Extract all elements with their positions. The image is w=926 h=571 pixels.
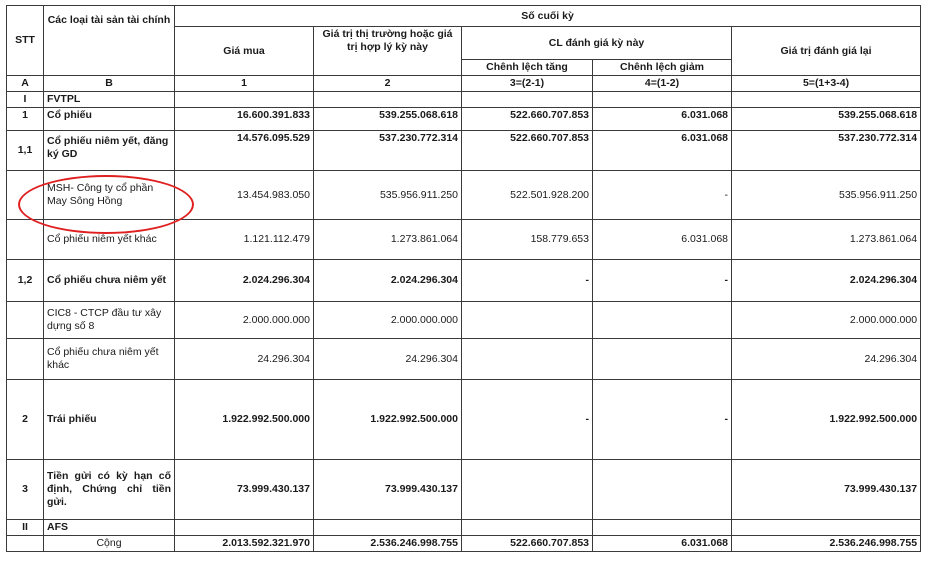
cell-revalued: 535.956.911.250 — [732, 171, 921, 220]
cell-revalued: 2.024.296.304 — [732, 260, 921, 302]
header-market-value: Giá trị thị trường hoặc giá trị hợp lý kỳ này — [314, 27, 462, 76]
cell-market: 24.296.304 — [314, 339, 462, 380]
row-cic8 — [7, 302, 921, 339]
cell-purchase: 16.600.391.833 — [175, 108, 314, 131]
row-name: FVTPL — [44, 92, 175, 108]
cell-market: 537.230.772.314 — [314, 131, 462, 171]
header-stt: STT — [7, 6, 44, 76]
cell-increase: 522.660.707.853 — [462, 131, 593, 171]
cell-revalued: 73.999.430.137 — [732, 460, 921, 520]
cell-decrease: 6.031.068 — [593, 220, 732, 260]
total-increase: 522.660.707.853 — [462, 536, 593, 552]
index-2: 2 — [314, 76, 462, 92]
row-deposits — [7, 460, 921, 520]
cell-revalued: 2.000.000.000 — [732, 302, 921, 339]
row-stt: II — [7, 520, 44, 536]
header-category: Các loại tài sản tài chính — [44, 6, 175, 76]
cell-market: 73.999.430.137 — [314, 460, 462, 520]
header-increase: Chênh lệch tăng — [462, 60, 593, 76]
row-name: Cổ phiếu — [44, 108, 175, 131]
cell-increase: 522.660.707.853 — [462, 108, 593, 131]
row-name: Trái phiếu — [44, 380, 175, 460]
header-revalued-value: Giá trị đánh giá lại — [732, 27, 921, 76]
row-stt: 2 — [7, 380, 44, 460]
row-afs — [7, 520, 921, 536]
row-name: Tiền gửi có kỳ hạn cố định, Chứng chỉ tiền gửi. — [44, 460, 175, 520]
cell-purchase: 1.922.992.500.000 — [175, 380, 314, 460]
cell-revalued: 539.255.068.618 — [732, 108, 921, 131]
row-name: Cổ phiếu chưa niêm yết — [44, 260, 175, 302]
index-1: 1 — [175, 76, 314, 92]
cell-increase: - — [462, 380, 593, 460]
header-purchase-price: Giá mua — [175, 27, 314, 76]
index-3: 3=(2-1) — [462, 76, 593, 92]
cell-decrease: 6.031.068 — [593, 131, 732, 171]
row-msh — [7, 171, 921, 220]
cell-revalued: 1.273.861.064 — [732, 220, 921, 260]
index-5: 5=(1+3-4) — [732, 76, 921, 92]
row-stt: 1,1 — [7, 131, 44, 171]
index-4: 4=(1-2) — [593, 76, 732, 92]
cell-market: 1.273.861.064 — [314, 220, 462, 260]
cell-revalued: 1.922.992.500.000 — [732, 380, 921, 460]
row-bonds — [7, 380, 921, 460]
cell-purchase: 2.024.296.304 — [175, 260, 314, 302]
cell-market: 2.000.000.000 — [314, 302, 462, 339]
cell-market: 2.024.296.304 — [314, 260, 462, 302]
header-diff-group: CL đánh giá kỳ này — [462, 27, 732, 60]
total-market: 2.536.246.998.755 — [314, 536, 462, 552]
row-total — [7, 536, 921, 552]
row-listed-stocks — [7, 131, 921, 171]
cell-purchase: 13.454.983.050 — [175, 171, 314, 220]
row-unlisted-stocks — [7, 260, 921, 302]
row-name: Cổ phiếu niêm yết, đăng ký GD — [44, 131, 175, 171]
index-a: A — [7, 76, 44, 92]
row-name: Cổ phiếu chưa niêm yết khác — [44, 339, 175, 380]
row-stt: I — [7, 92, 44, 108]
cell-market: 535.956.911.250 — [314, 171, 462, 220]
row-stocks — [7, 108, 921, 131]
cell-purchase: 73.999.430.137 — [175, 460, 314, 520]
cell-increase: 158.779.653 — [462, 220, 593, 260]
cell-market: 539.255.068.618 — [314, 108, 462, 131]
cell-purchase: 14.576.095.529 — [175, 131, 314, 171]
cell-purchase: 1.121.112.479 — [175, 220, 314, 260]
financial-assets-table-container — [6, 5, 920, 552]
cell-decrease: - — [593, 260, 732, 302]
header-period-end: Số cuối kỳ — [175, 6, 921, 27]
row-stt: 1,2 — [7, 260, 44, 302]
cell-revalued: 24.296.304 — [732, 339, 921, 380]
financial-assets-table — [6, 5, 921, 552]
cell-market: 1.922.992.500.000 — [314, 380, 462, 460]
row-fvtpl — [7, 92, 921, 108]
cell-decrease: 6.031.068 — [593, 108, 732, 131]
row-name: AFS — [44, 520, 175, 536]
cell-purchase: 24.296.304 — [175, 339, 314, 380]
cell-decrease: - — [593, 171, 732, 220]
index-b: B — [44, 76, 175, 92]
row-other-unlisted — [7, 339, 921, 380]
total-purchase: 2.013.592.321.970 — [175, 536, 314, 552]
row-stt: 1 — [7, 108, 44, 131]
cell-increase: 522.501.928.200 — [462, 171, 593, 220]
row-name: Cổ phiếu niêm yết khác — [44, 220, 175, 260]
cell-decrease: - — [593, 380, 732, 460]
cell-purchase: 2.000.000.000 — [175, 302, 314, 339]
total-decrease: 6.031.068 — [593, 536, 732, 552]
header-decrease: Chênh lệch giảm — [593, 60, 732, 76]
total-revalued: 2.536.246.998.755 — [732, 536, 921, 552]
row-other-listed — [7, 220, 921, 260]
row-stt: 3 — [7, 460, 44, 520]
cell-revalued: 537.230.772.314 — [732, 131, 921, 171]
cell-increase: - — [462, 260, 593, 302]
row-name: MSH- Công ty cổ phần May Sông Hồng — [44, 171, 175, 220]
total-label: Cộng — [44, 536, 175, 552]
row-name: CIC8 - CTCP đầu tư xây dựng số 8 — [44, 302, 175, 339]
